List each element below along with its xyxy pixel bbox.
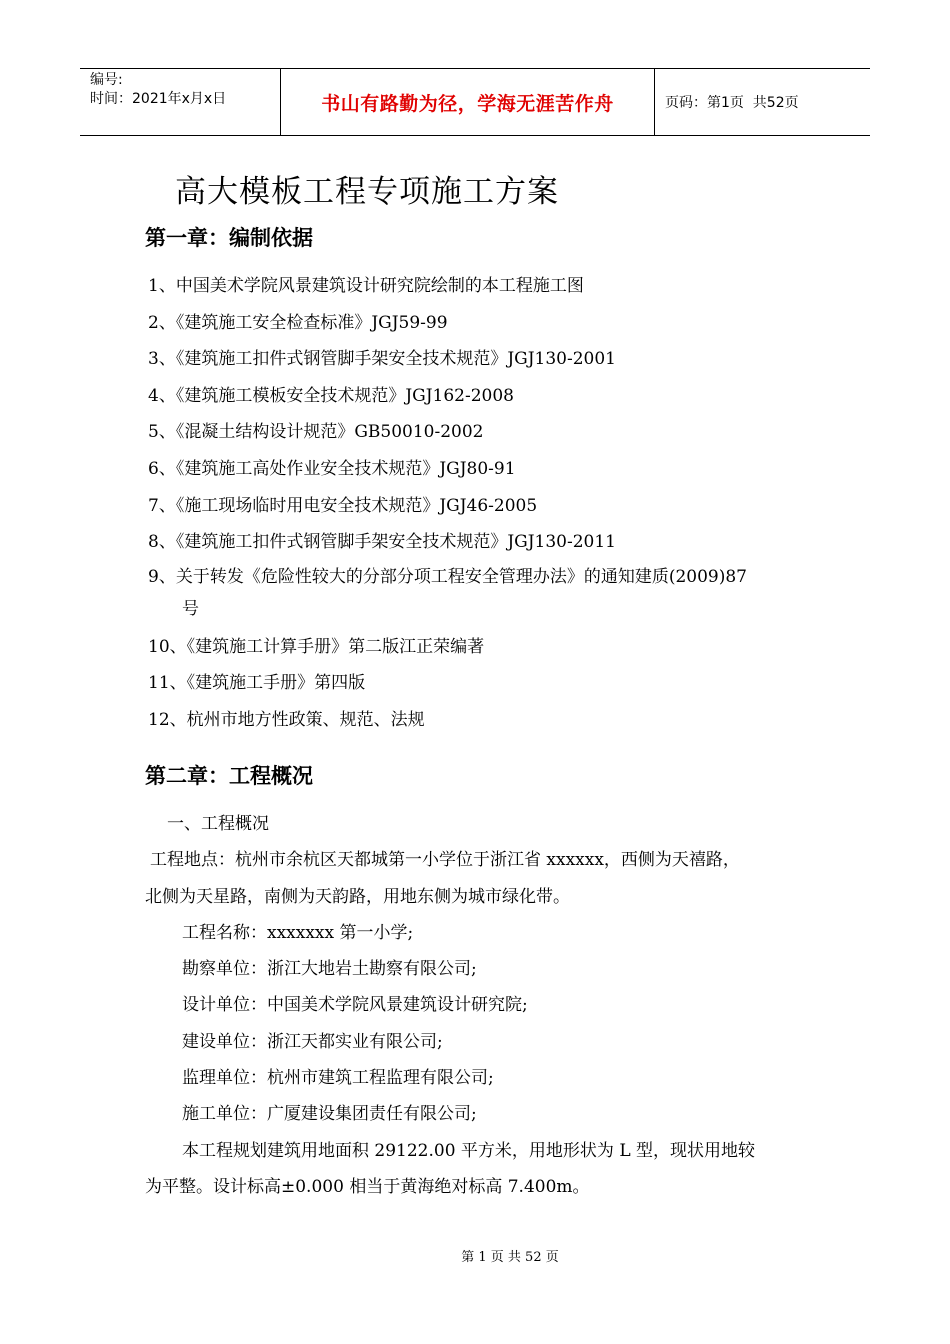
construction-unit: 施工单位：广厦建设集团责任有限公司; — [182, 1104, 477, 1125]
reference-item: 8、《建筑施工扣件式钢管脚手架安全技术规范》JGJ130-2011 — [148, 532, 616, 553]
chapter2-heading: 第二章：工程概况 — [145, 764, 313, 788]
header-page-info — [655, 69, 870, 135]
reference-item: 1、中国美术学院风景建筑设计研究院绘制的本工程施工图 — [148, 276, 584, 296]
area-line-1: 本工程规划建筑用地面积 29122.00 平方米，用地形状为 L 型，现状用地较 — [182, 1140, 756, 1161]
section-subheading: 一、工程概况 — [167, 814, 269, 834]
project-overview — [145, 806, 825, 1205]
page-footer: 第 1 页 共 52 页 — [461, 1250, 559, 1265]
header-motto: 书山有路勤为径，学海无涯苦作舟 — [281, 69, 655, 135]
build-unit: 建设单位：浙江天都实业有限公司; — [182, 1031, 443, 1052]
reference-item: 3、《建筑施工扣件式钢管脚手架安全技术规范》JGJ130-2001 — [148, 349, 616, 370]
reference-item-9 — [148, 561, 818, 629]
document-title: 高大模板工程专项施工方案 — [175, 174, 559, 210]
reference-item: 10、《建筑施工计算手册》第二版江正荣编著 — [148, 636, 485, 657]
page-header — [80, 68, 870, 136]
reference-item-9-line2: 号 — [182, 598, 199, 619]
page-info-text: 页码：第1页 共52页 — [665, 95, 799, 111]
document-date: 时间：2021年x月x日 — [90, 91, 227, 107]
reference-item: 7、《施工现场临时用电安全技术规范》JGJ46-2005 — [148, 495, 538, 516]
reference-item: 12、杭州市地方性政策、规范、法规 — [148, 709, 425, 730]
reference-item: 4、《建筑施工模板安全技术规范》JGJ162-2008 — [148, 385, 514, 406]
design-unit: 设计单位：中国美术学院风景建筑设计研究院; — [182, 995, 528, 1016]
document-number-label: 编号: — [90, 72, 123, 88]
header-meta — [80, 69, 281, 135]
location-line-1: 工程地点：杭州市余杭区天都城第一小学位于浙江省 xxxxxx，西侧为天禧路， — [150, 850, 740, 871]
reference-item: 5、《混凝土结构设计规范》GB50010-2002 — [148, 422, 484, 443]
area-line-2: 为平整。设计标高±0.000 相当于黄海绝对标高 7.400m。 — [145, 1176, 590, 1197]
reference-list — [148, 268, 818, 739]
reference-item: 11、《建筑施工手册》第四版 — [148, 673, 366, 694]
location-line-2: 北侧为天星路，南侧为天韵路，用地东侧为城市绿化带。 — [145, 886, 570, 907]
reference-item: 2、《建筑施工安全检查标准》JGJ59-99 — [148, 312, 448, 333]
reference-item: 6、《建筑施工高处作业安全技术规范》JGJ80-91 — [148, 458, 516, 479]
chapter1-heading: 第一章：编制依据 — [145, 226, 313, 250]
project-name: 工程名称：xxxxxxx 第一小学; — [182, 922, 414, 943]
supervision-unit: 监理单位：杭州市建筑工程监理有限公司; — [182, 1068, 494, 1089]
survey-unit: 勘察单位：浙江大地岩土勘察有限公司; — [182, 959, 477, 980]
reference-item-9-line1: 9、关于转发《危险性较大的分部分项工程安全管理办法》的通知建质(2009)87 — [148, 566, 747, 587]
